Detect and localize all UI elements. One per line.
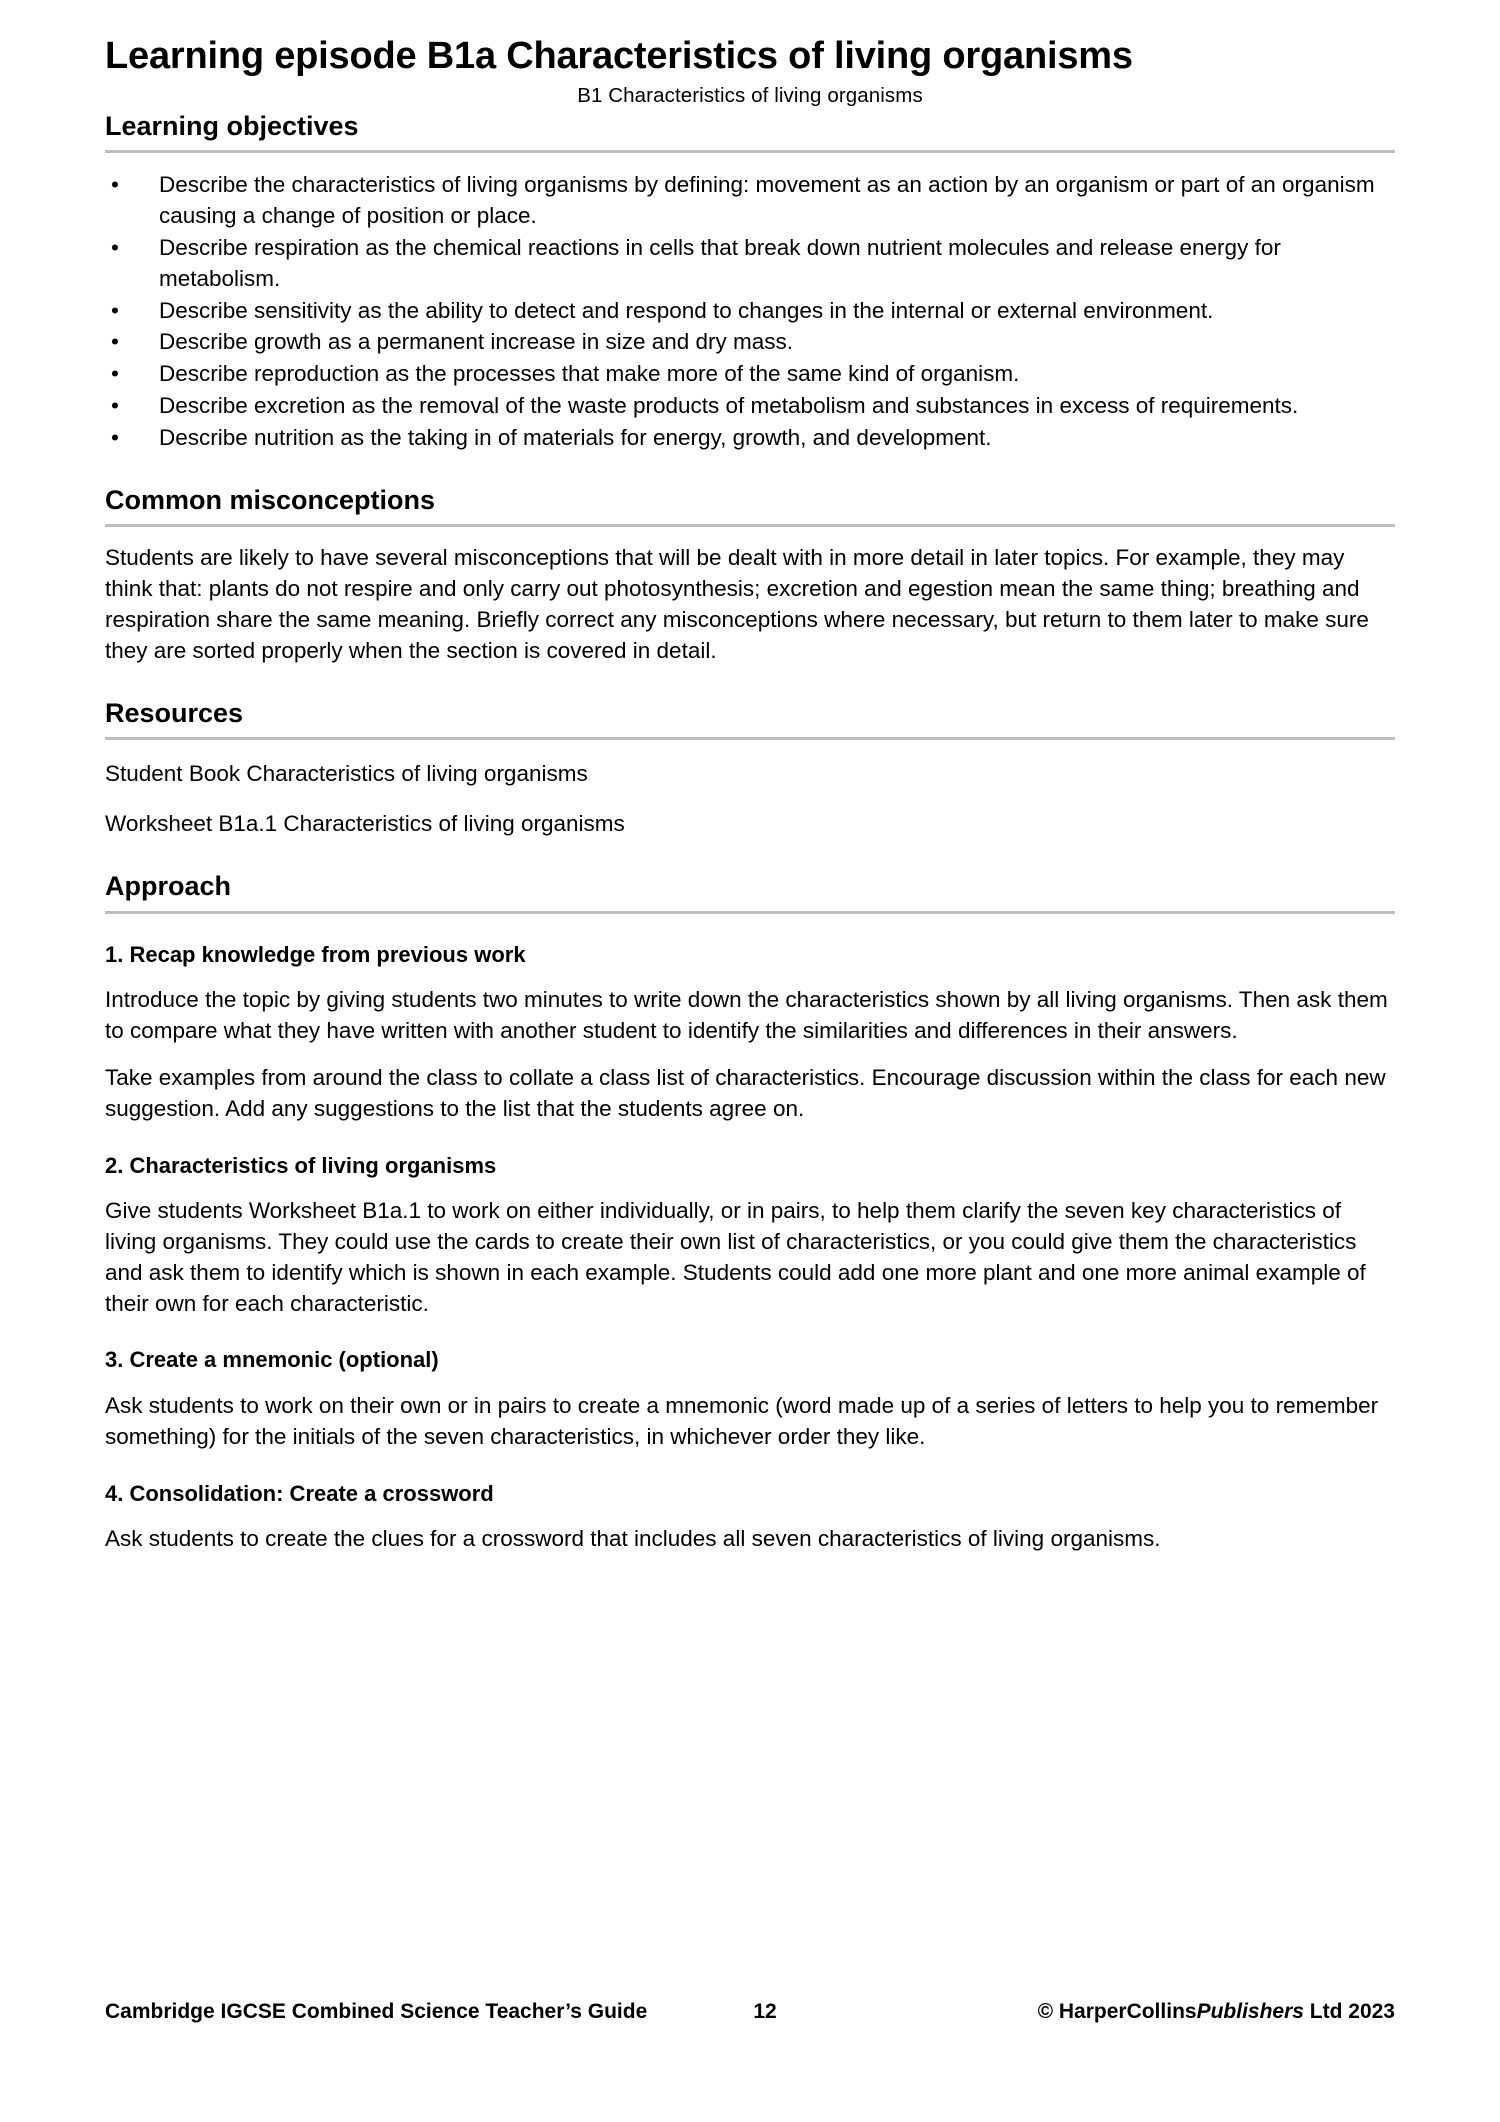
list-item: [105, 327, 1395, 358]
list-item: [105, 391, 1395, 422]
resource-item-worksheet: Worksheet B1a.1 Characteristics of living organisms: [105, 811, 625, 837]
list-item-text: Describe respiration as the chemical reactions in cells that break down nutrient molecules and release energy for metabolism.: [159, 234, 1281, 291]
approach-step-paragraph: Give students Worksheet B1a.1 to work on either individually, or in pairs, to help them clarify the seven key characteristics of living organisms. They could use the cards to create their own list of characteristics, or you could give them the characteristics and ask them to identify which is shown in each example. Students could add one more plant and one more animal example of their own for each characteristic.: [105, 1198, 1366, 1316]
footer-page-number: 12: [753, 2000, 777, 2023]
approach-step-paragraph: Ask students to create the clues for a crossword that includes all seven characteristics of living organisms.: [105, 1526, 1161, 1552]
approach-step-paragraph: Introduce the topic by giving students two minutes to write down the characteristics shown by all living organisms. Then ask them to compare what they have written with another student to identify the similarities and differences in their answers.: [105, 987, 1388, 1044]
bullet-icon: •: [111, 329, 119, 355]
approach-step-title-1: 1. Recap knowledge from previous work: [105, 941, 526, 967]
list-item-text: Describe the characteristics of living organisms by defining: movement as an action by an organism or part of an organism causing a change of position or place.: [159, 172, 1375, 229]
list-item-text: Describe excretion as the removal of the waste products of metabolism and substances in excess of requirements.: [159, 393, 1299, 419]
list-item-text: Describe sensitivity as the ability to detect and respond to changes in the internal or external environment.: [159, 297, 1214, 323]
list-item: [105, 296, 1395, 327]
section-heading-resources: Resources: [105, 697, 1395, 741]
list-item: [105, 359, 1395, 390]
page-title: Learning episode B1a Characteristics of living organisms: [105, 35, 1133, 77]
approach-step-title-3: 3. Create a mnemonic (optional): [105, 1347, 439, 1373]
section-heading-common-misconceptions: Common misconceptions: [105, 484, 1395, 528]
approach-step-paragraph: Ask students to work on their own or in pairs to create a mnemonic (word made up of a series of letters to help you to remember something) for the initials of the seven characteristics, in whichever order they like.: [105, 1393, 1379, 1449]
list-item: [105, 170, 1395, 232]
bullet-icon: •: [111, 172, 119, 198]
footer-copyright: [855, 2000, 1395, 2024]
footer-copyright-italic: Publishers: [1196, 2000, 1304, 2023]
list-item-text: Describe reproduction as the processes that make more of the same kind of organism.: [159, 361, 1020, 387]
approach-step-paragraph: Take examples from around the class to collate a class list of characteristics. Encourage discussion within the class for each new suggestion. Add any suggestions to the list that the students agree on.: [105, 1065, 1386, 1121]
approach-step-title-4: 4. Consolidation: Create a crossword: [105, 1480, 494, 1506]
list-item: [105, 423, 1395, 454]
bullet-icon: •: [111, 361, 119, 387]
learning-objectives-list: [105, 170, 1395, 453]
approach-step-title-2: 2. Characteristics of living organisms: [105, 1152, 497, 1178]
footer-copyright-suffix: Ltd 2023: [1303, 2000, 1395, 2023]
bullet-icon: •: [111, 297, 119, 323]
running-head: B1 Characteristics of living organisms: [577, 84, 923, 107]
list-item-text: Describe nutrition as the taking in of materials for energy, growth, and development.: [159, 424, 992, 450]
document-content: [105, 0, 1395, 1555]
footer-title: Cambridge IGCSE Combined Science Teacher’s Guide: [105, 2000, 648, 2023]
bullet-icon: •: [111, 393, 119, 419]
section-heading-approach: Approach: [105, 870, 1395, 914]
bullet-icon: •: [111, 234, 119, 260]
footer-copyright-prefix: © HarperCollins: [1037, 2000, 1197, 2023]
list-item-text: Describe growth as a permanent increase in size and dry mass.: [159, 329, 794, 355]
common-misconceptions-paragraph: Students are likely to have several misconceptions that will be dealt with in more detail in later topics. For example, they may think that: plants do not respire and only carry out photosynthesis; excretion and egestion mean the same thing; breathing and respiration share the same meaning. Briefly correct any misconceptions where necessary, but return to them later to make sure they are sorted properly when the section is covered in detail.: [105, 545, 1369, 663]
bullet-icon: •: [111, 424, 119, 450]
resource-item-student-book: Student Book Characteristics of living organisms: [105, 761, 588, 787]
list-item: [105, 233, 1395, 295]
page-footer: [105, 2000, 1395, 2024]
section-heading-learning-objectives: Learning objectives: [105, 110, 1395, 154]
